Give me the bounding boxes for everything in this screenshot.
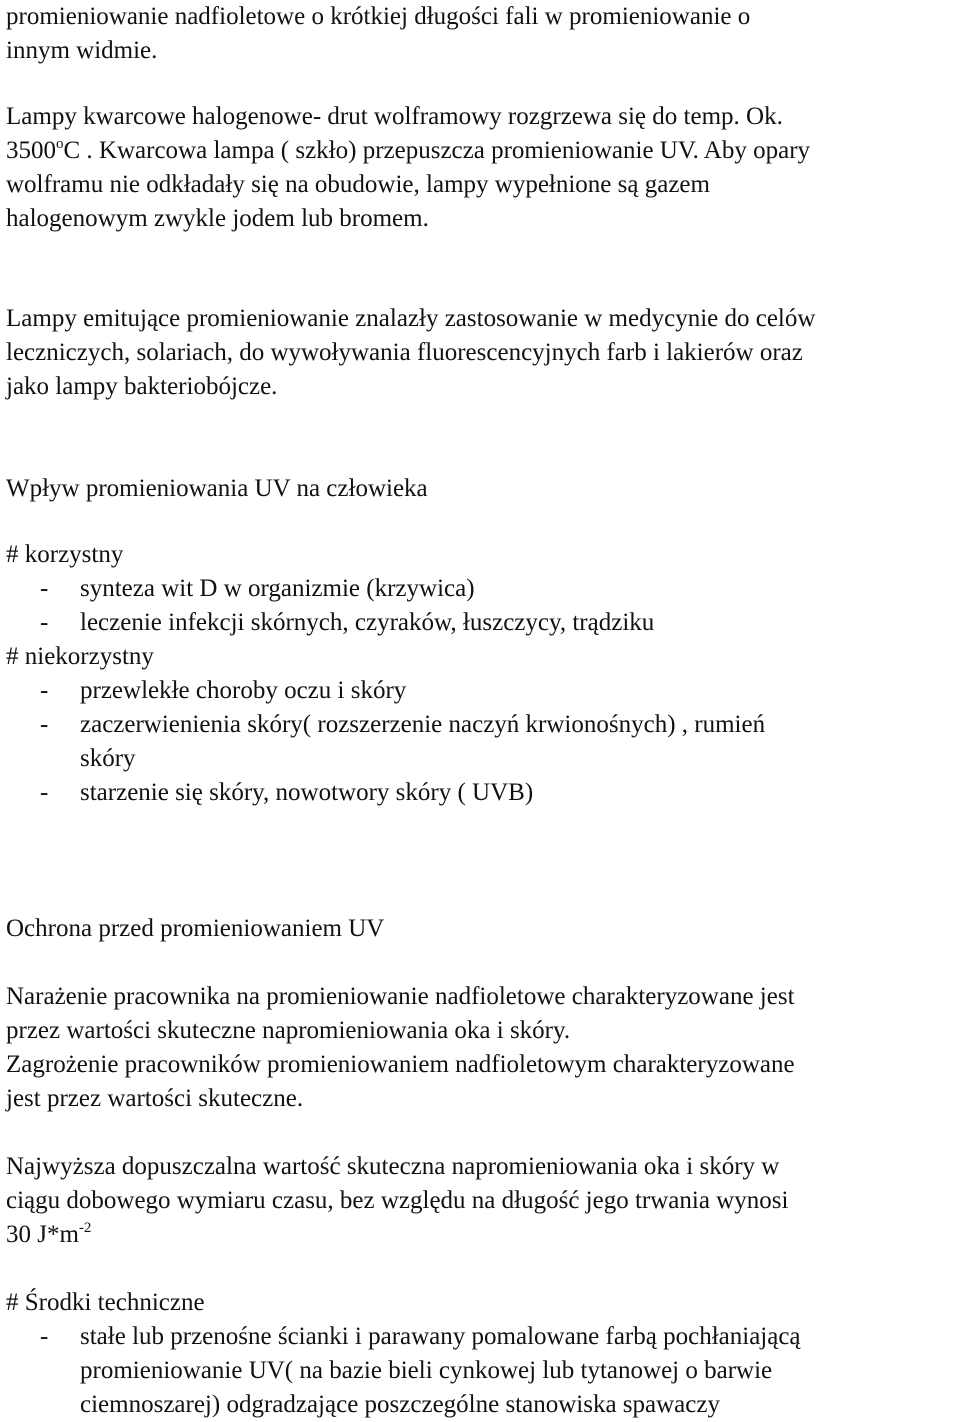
harmful-item: starzenie się skóry, nowotwory skóry ( UVB) — [80, 779, 534, 806]
exposure-line-1: Narażenie pracownika na promieniowanie nadfioletowe charakteryzowane jest — [6, 983, 795, 1010]
harmful-item-continued: skóry — [80, 745, 136, 772]
limit-line-1: Najwyższa dopuszczalna wartość skuteczna napromieniowania oka i skóry w — [6, 1153, 780, 1180]
halogen-line-1: Lampy kwarcowe halogenowe- drut wolframowy rozgrzewa się do temp. Ok. — [6, 103, 783, 130]
intro-line-1: promieniowanie nadfioletowe o krótkiej długości fali w promieniowanie o — [6, 3, 751, 30]
beneficial-label: # korzystny — [6, 541, 124, 568]
usage-line-1: Lampy emitujące promieniowanie znalazły zastosowanie w medycynie do celów — [6, 305, 816, 332]
intro-line-2: innym widmie. — [6, 37, 158, 64]
beneficial-item: leczenie infekcji skórnych, czyraków, łuszczycy, trądziku — [80, 609, 655, 636]
degree-superscript: o — [56, 135, 64, 152]
beneficial-item: synteza wit D w organizmie (krzywica) — [80, 575, 475, 602]
list-dash: - — [40, 677, 49, 704]
list-dash: - — [40, 1323, 49, 1350]
technical-label: # Środki techniczne — [6, 1289, 205, 1316]
limit-value-text: 30 J*m — [6, 1221, 79, 1248]
technical-item-line-1: stałe lub przenośne ścianki i parawany pomalowane farbą pochłaniającą — [80, 1323, 801, 1350]
exposure-line-2: przez wartości skuteczne napromieniowania oka i skóry. — [6, 1017, 571, 1044]
harmful-item: przewlekłe choroby oczu i skóry — [80, 677, 407, 704]
usage-line-3: jako lampy bakteriobójcze. — [6, 373, 278, 400]
technical-item-line-2: promieniowanie UV( na bazie bieli cynkowej lub tytanowej o barwie — [80, 1357, 773, 1384]
usage-line-2: leczniczych, solariach, do wywoływania fluorescencyjnych farb i lakierów oraz — [6, 339, 803, 366]
technical-item-line-3: ciemnoszarej) odgradzające poszczególne stanowiska spawaczy — [80, 1391, 720, 1418]
halogen-line-3: wolframu nie odkładały się na obudowie, lampy wypełnione są gazem — [6, 171, 710, 198]
halogen-line-2-rest: C . Kwarcowa lampa ( szkło) przepuszcza promieniowanie UV. Aby opary — [63, 137, 811, 164]
list-dash: - — [40, 779, 49, 806]
temperature-value: 3500 — [6, 137, 56, 164]
impact-heading: Wpływ promieniowania UV na człowieka — [6, 475, 428, 502]
halogen-line-2 — [6, 134, 810, 168]
list-dash: - — [40, 711, 49, 738]
harmful-label: # niekorzystny — [6, 643, 154, 670]
hazard-line-2: jest przez wartości skuteczne. — [6, 1085, 304, 1112]
harmful-item: zaczerwienienia skóry( rozszerzenie naczyń krwionośnych) , rumień — [80, 711, 766, 738]
list-dash: - — [40, 575, 49, 602]
halogen-line-4: halogenowym zwykle jodem lub bromem. — [6, 205, 429, 232]
limit-line-2: ciągu dobowego wymiaru czasu, bez względu na długość jego trwania wynosi — [6, 1187, 789, 1214]
limit-exponent: -2 — [78, 1219, 92, 1236]
list-dash: - — [40, 609, 49, 636]
protection-heading: Ochrona przed promieniowaniem UV — [6, 915, 385, 942]
hazard-line-1: Zagrożenie pracowników promieniowaniem nadfioletowym charakteryzowane — [6, 1051, 795, 1078]
limit-value — [6, 1218, 91, 1252]
